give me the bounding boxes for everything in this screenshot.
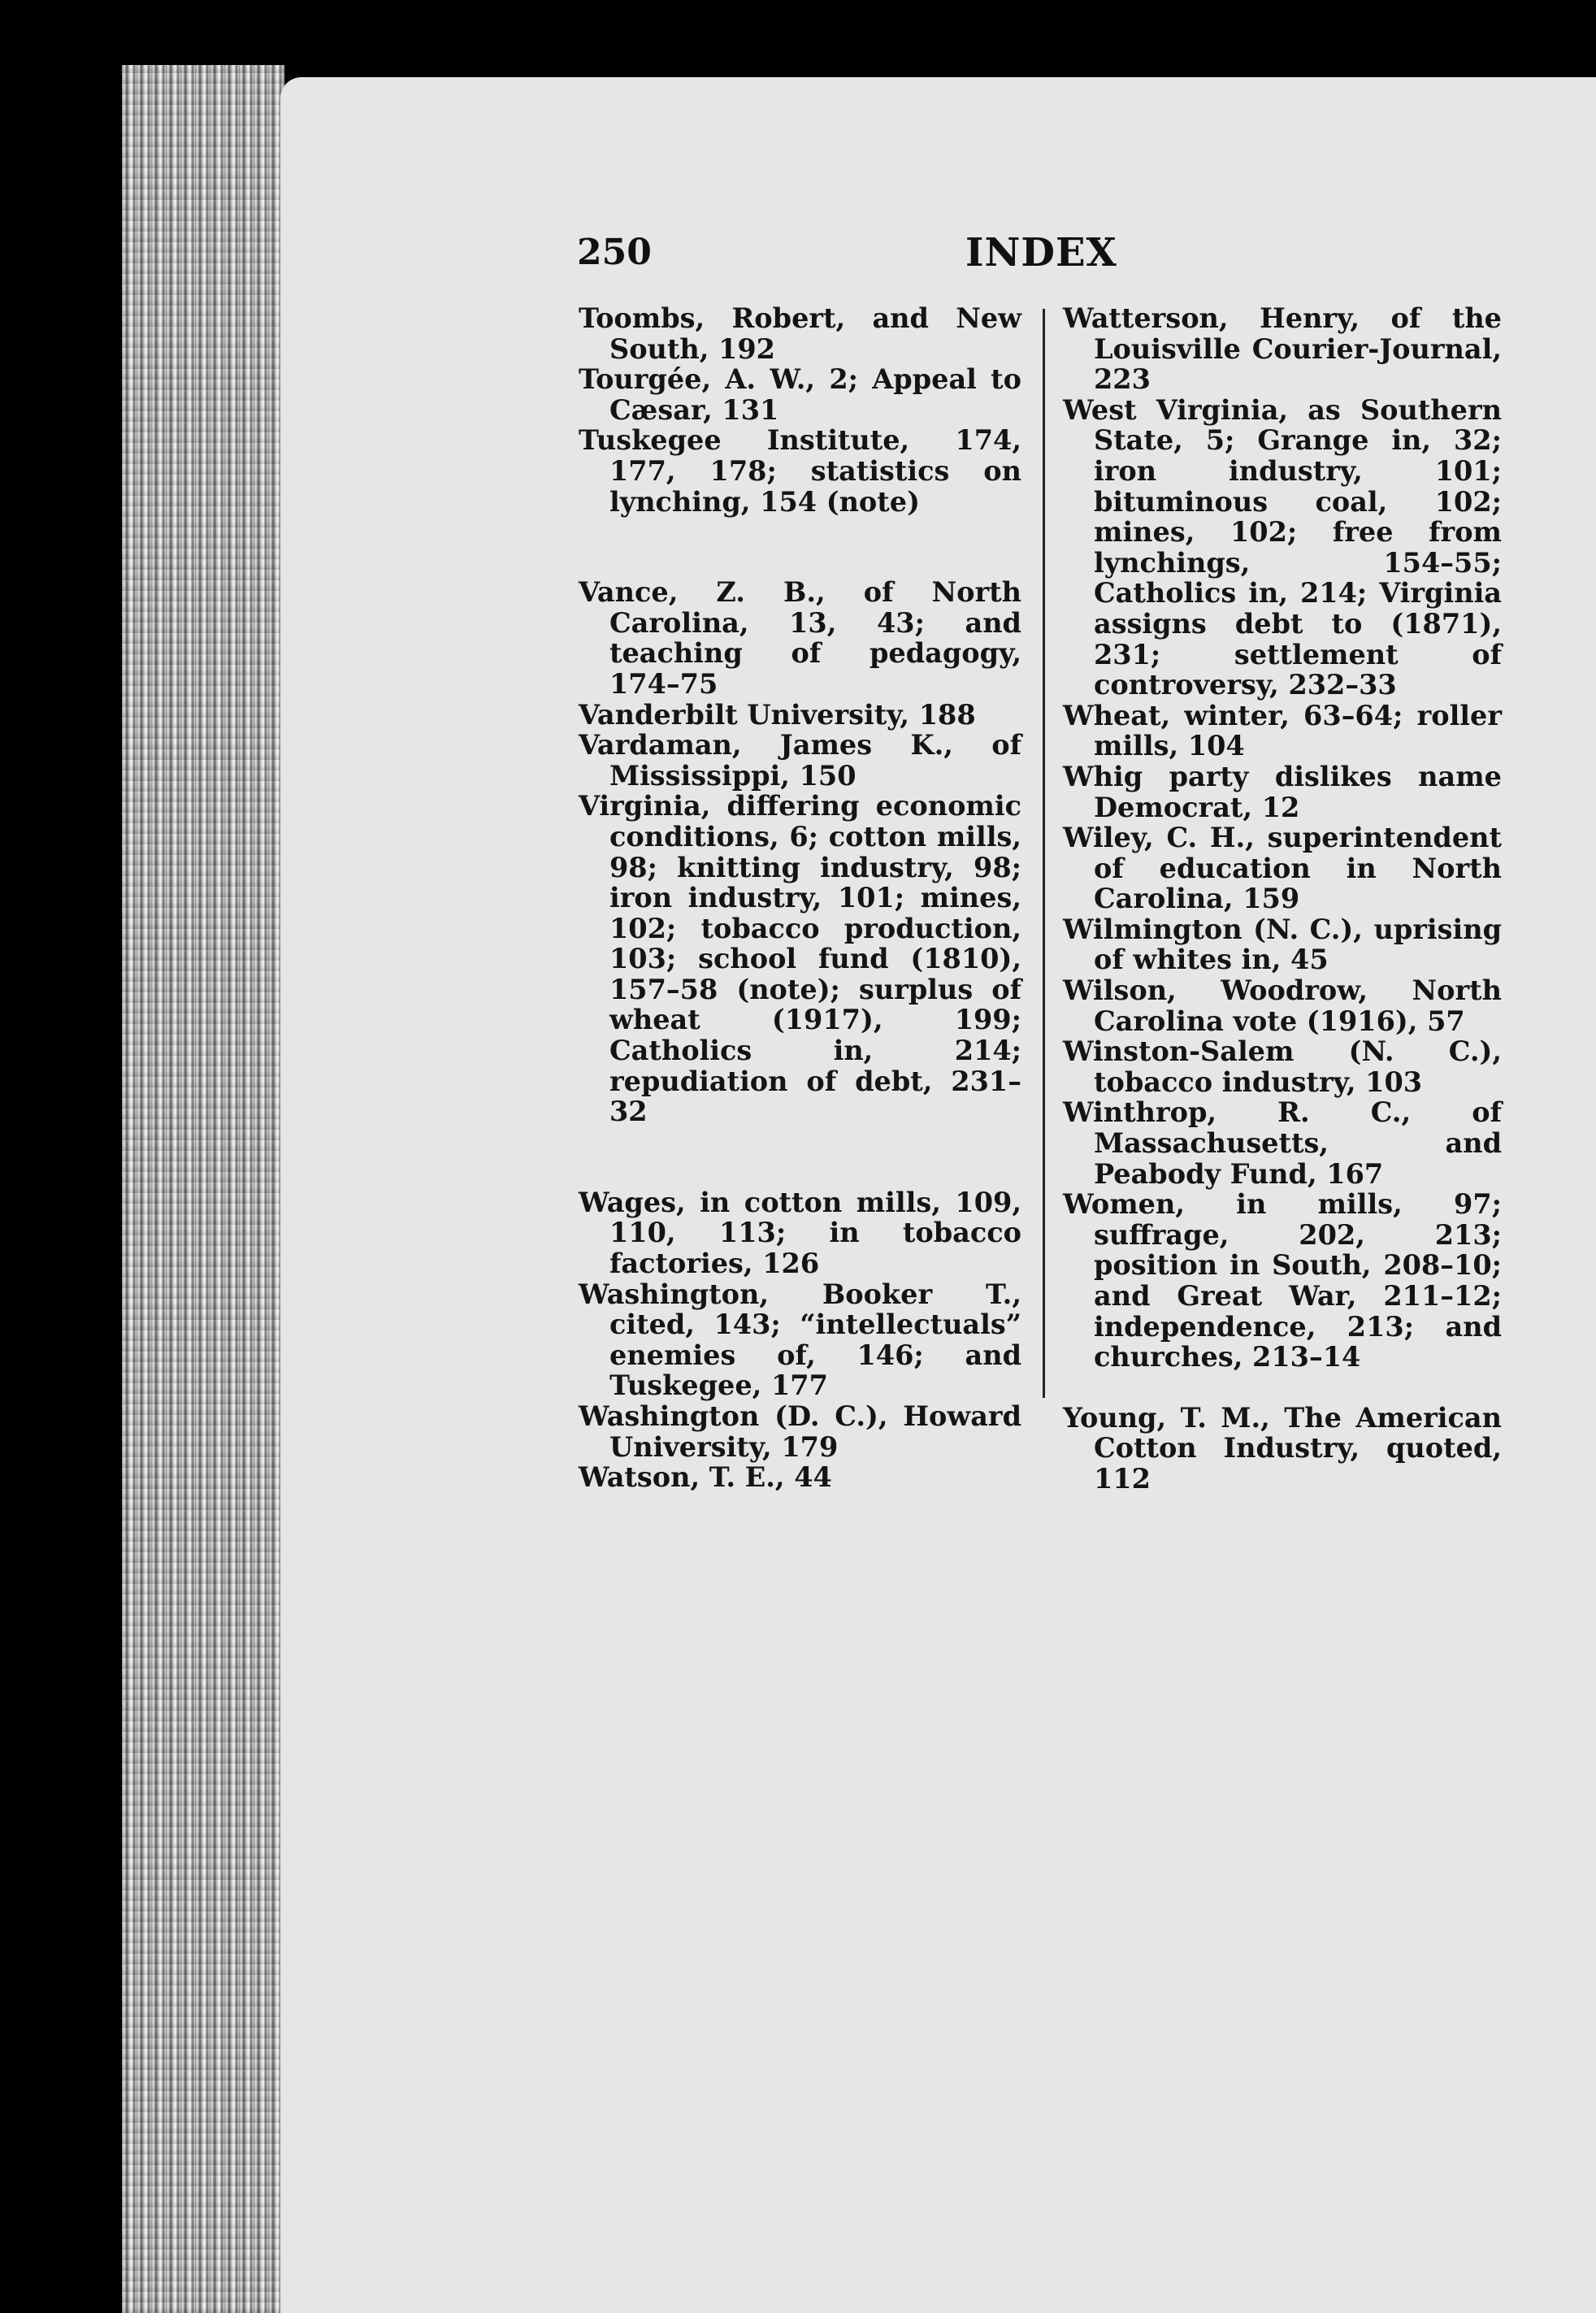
index-entry: Winston-Salem (N. C.), tobacco industry, 103 (1063, 1035, 1502, 1098)
index-entry: Vanderbilt University, 188 (579, 698, 976, 731)
index-entry: Washington (D. C.), Howard University, 179 (579, 1400, 1021, 1463)
index-entry: Winthrop, R. C., of Massachusetts, and Peabody Fund, 167 (1063, 1096, 1502, 1190)
running-head: INDEX (965, 230, 1117, 276)
index-column-right (1063, 303, 1502, 1495)
index-entry: Young, T. M., The American Cotton Industry, quoted, 112 (1063, 1401, 1502, 1495)
book-page-edges (122, 65, 284, 2313)
index-entry: Whig party dislikes name Democrat, 12 (1063, 760, 1502, 823)
index-entry: Vardaman, James K., of Mississippi, 150 (579, 729, 1021, 792)
index-entry: Watterson, Henry, of the Louisville Courier-Journal, 223 (1063, 302, 1502, 396)
index-entry: Tuskegee Institute, 174, 177, 178; statistics on lynching, 154 (note) (579, 424, 1021, 518)
index-entry: Wilmington (N. C.), uprising of whites in, 45 (1063, 913, 1502, 976)
page-header (577, 230, 1117, 280)
page-number: 250 (577, 232, 652, 273)
letter-section-gap (579, 1127, 1021, 1187)
index-entry: Tourgée, A. W., 2; Appeal to Cæsar, 131 (579, 363, 1021, 426)
index-entry: Toombs, Robert, and New South, 192 (579, 302, 1021, 365)
index-entry: Wiley, C. H., superintendent of education in North Carolina, 159 (1063, 822, 1502, 915)
index-column-left (579, 303, 1021, 1493)
index-entry: Women, in mills, 97; suffrage, 202, 213; position in South, 208–10; and Great War, 211–12; independence, 213; and churches, 213–14 (1063, 1188, 1502, 1373)
index-entry: Watson, T. E., 44 (579, 1461, 832, 1494)
index-entry: West Virginia, as Southern State, 5; Grange in, 32; iron industry, 101; bituminous coal, 102; mines, 102; free from lynchings, 154–55; Catholics in, 214; Virginia assigns debt to (1871), 231; settlement of controversy, 232–33 (1063, 393, 1502, 701)
column-divider (1043, 309, 1045, 1398)
index-entry: Washington, Booker T., cited, 143; “intellectuals” enemies of, 146; and Tuskegee, 177 (579, 1278, 1021, 1402)
index-entry: Wages, in cotton mills, 109, 110, 113; in tobacco factories, 126 (579, 1186, 1021, 1280)
index-entry: Wilson, Woodrow, North Carolina vote (1916), 57 (1063, 974, 1502, 1037)
index-entry: Vance, Z. B., of North Carolina, 13, 43; and teaching of pedagogy, 174–75 (579, 576, 1021, 700)
letter-section-gap (1063, 1373, 1502, 1403)
index-entry: Virginia, differing economic conditions, 6; cotton mills, 98; knitting industry, 98; iron industry, 101; mines, 102; tobacco production, 103; school fund (1810), 157–58 (note); surplus of wheat (1917), 199; Catholics in, 214; repudiation of debt, 231–32 (579, 790, 1021, 1128)
index-entry: Wheat, winter, 63–64; roller mills, 104 (1063, 699, 1502, 762)
letter-section-gap (579, 517, 1021, 577)
